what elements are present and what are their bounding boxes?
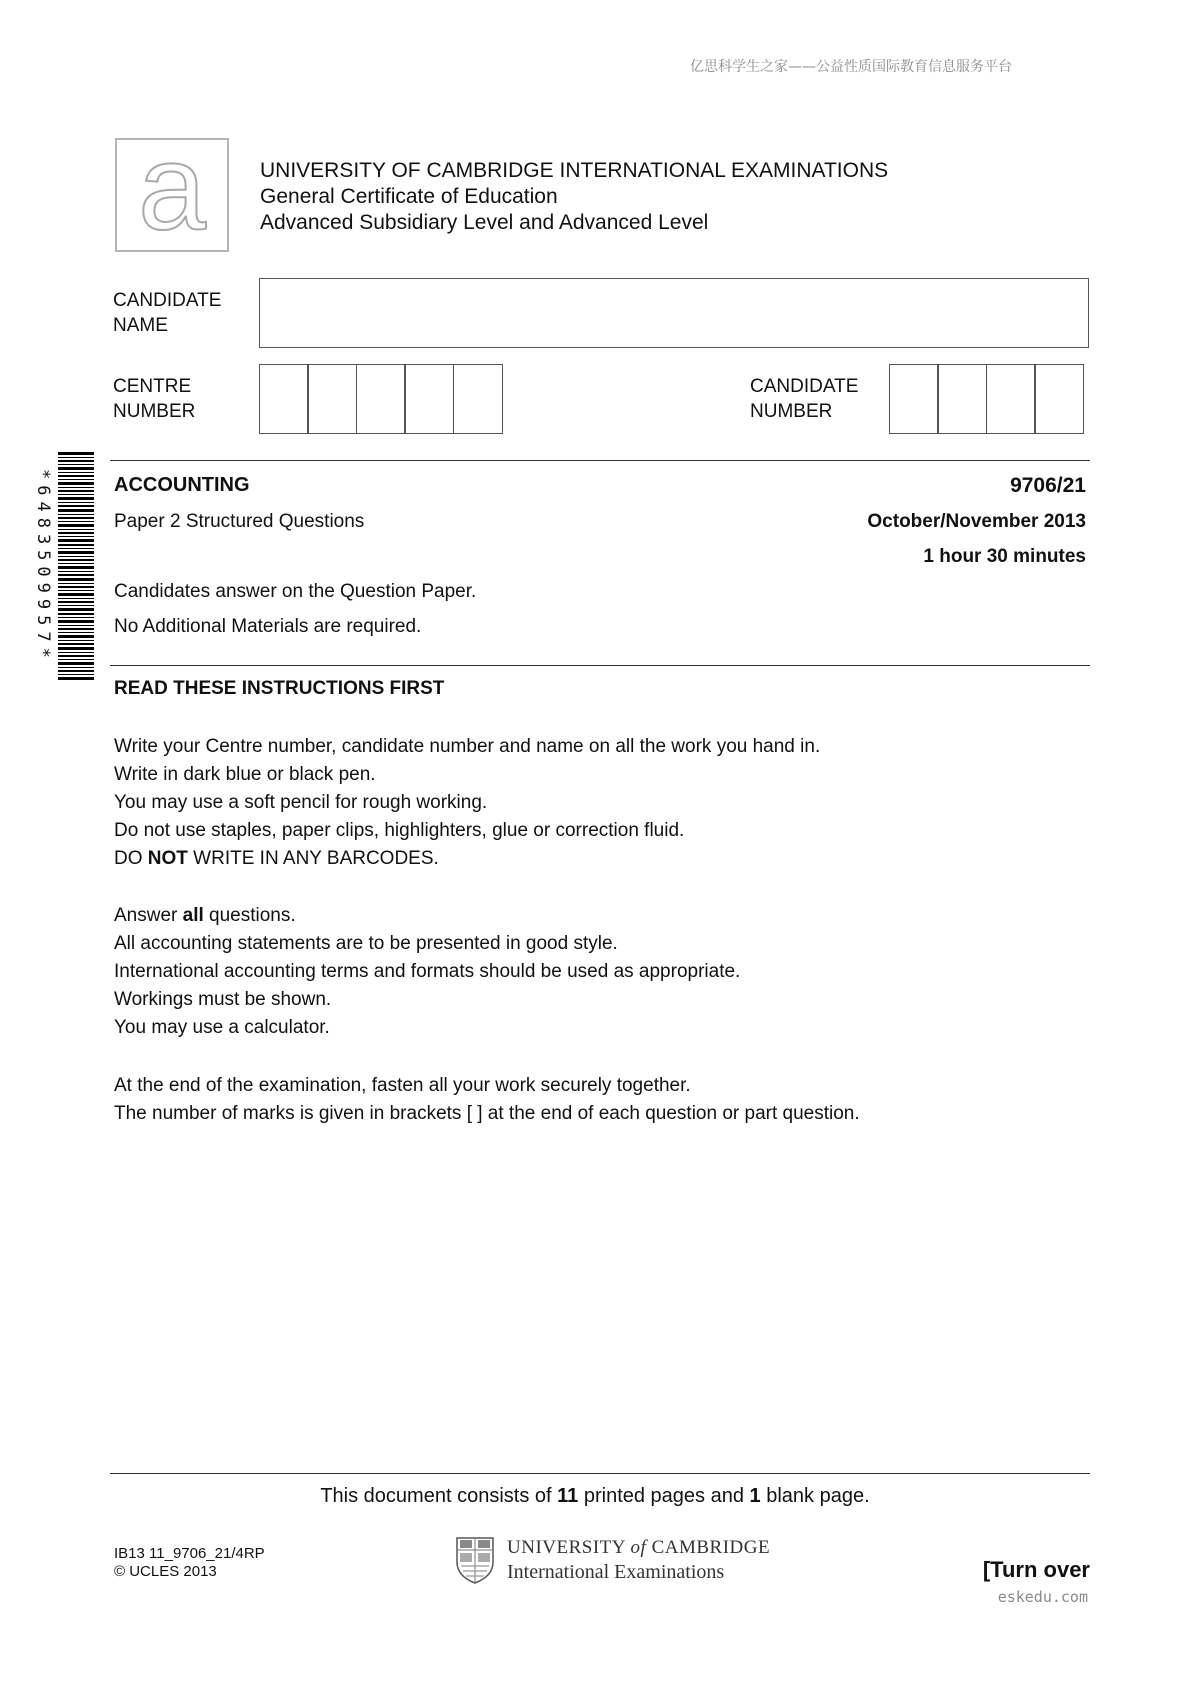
barcode-digits: *6483509957* — [33, 468, 53, 664]
header-line-1: UNIVERSITY OF CAMBRIDGE INTERNATIONAL EXAMINATIONS — [260, 159, 889, 182]
candidate-number-boxes[interactable] — [890, 364, 1084, 434]
document-reference — [114, 1545, 265, 1581]
label-line: NUMBER — [750, 401, 833, 422]
materials-note: No Additional Materials are required. — [114, 616, 422, 637]
centre-number-digit-box[interactable] — [356, 364, 406, 434]
instruction-line: At the end of the examination, fasten all your work securely together. — [114, 1075, 691, 1096]
label-line: CANDIDATE — [113, 290, 222, 311]
centre-number-digit-box[interactable] — [259, 364, 309, 434]
text-run: UNIVERSITY — [507, 1537, 626, 1558]
subject-title: ACCOUNTING — [114, 474, 250, 496]
candidate-name-label — [113, 288, 221, 338]
printed-pages-count: 11 — [557, 1485, 579, 1507]
instruction-line: Write your Centre number, candidate number and name on all the work you hand in. — [114, 736, 821, 757]
page-count-note — [0, 1485, 1190, 1508]
answer-on-note: Candidates answer on the Question Paper. — [114, 581, 477, 602]
logo-letter: a — [138, 119, 206, 255]
copyright-notice: © UCLES 2013 — [114, 1563, 217, 1580]
centre-number-digit-box[interactable] — [453, 364, 503, 434]
crest-icon — [455, 1536, 495, 1584]
label-line: CANDIDATE — [750, 376, 859, 397]
candidate-number-digit-box[interactable] — [986, 364, 1036, 434]
watermark-text: 亿思科学生之家——公益性质国际教育信息服务平台 — [690, 59, 1012, 75]
candidate-number-label — [750, 374, 858, 424]
emphasis-text: all — [182, 905, 204, 926]
wordmark-line-1 — [507, 1536, 770, 1560]
paper-code: 9706/21 — [1010, 474, 1086, 497]
barcode-icon — [58, 452, 94, 680]
reference-code: IB13 11_9706_21/4RP — [114, 1545, 265, 1562]
instruction-line: Do not use staples, paper clips, highlighters, glue or correction fluid. — [114, 820, 685, 841]
divider — [110, 460, 1090, 461]
label-line: NUMBER — [113, 401, 196, 422]
text-run: printed pages and — [578, 1485, 750, 1507]
instruction-line: You may use a calculator. — [114, 1017, 330, 1038]
exam-session: October/November 2013 — [867, 511, 1086, 532]
paper-title: Paper 2 Structured Questions — [114, 511, 365, 532]
header-line-3: Advanced Subsidiary Level and Advanced Level — [260, 211, 709, 234]
centre-number-boxes[interactable] — [260, 364, 503, 434]
wordmark-line-2: International Examinations — [507, 1561, 725, 1583]
instructions-block-3 — [114, 1072, 860, 1128]
instruction-line: You may use a soft pencil for rough working. — [114, 792, 488, 813]
label-line: NAME — [113, 315, 168, 336]
cambridge-wordmark — [507, 1536, 770, 1584]
cambridge-logo — [455, 1536, 770, 1584]
header-line-2: General Certificate of Education — [260, 185, 558, 208]
text-run: blank page. — [760, 1485, 870, 1507]
divider — [110, 665, 1090, 666]
blank-pages-count: 1 — [749, 1485, 761, 1507]
candidate-number-digit-box[interactable] — [889, 364, 939, 434]
centre-number-digit-box[interactable] — [404, 364, 454, 434]
instructions-block-1 — [114, 733, 820, 873]
text-run: Answer — [114, 905, 183, 926]
divider — [110, 1473, 1090, 1474]
text-run: questions. — [203, 905, 296, 926]
candidate-number-digit-box[interactable] — [937, 364, 987, 434]
exam-board-header — [260, 158, 888, 236]
cambridge-a-logo — [115, 119, 229, 255]
instruction-line: The number of marks is given in brackets [ ] at the end of each question or part question. — [114, 1103, 860, 1124]
instruction-line-barcodes — [114, 845, 820, 873]
candidate-name-field[interactable] — [259, 278, 1089, 348]
turn-over-label: [Turn over — [982, 1557, 1090, 1582]
instructions-heading: READ THESE INSTRUCTIONS FIRST — [114, 678, 445, 699]
site-watermark: eskedu.com — [997, 1588, 1088, 1606]
text-run: DO — [114, 848, 148, 869]
text-run: This document consists of — [320, 1485, 558, 1507]
label-line: CENTRE — [113, 376, 192, 397]
exam-duration: 1 hour 30 minutes — [923, 546, 1086, 567]
candidate-number-digit-box[interactable] — [1034, 364, 1084, 434]
text-run: WRITE IN ANY BARCODES. — [187, 848, 439, 869]
centre-number-label — [113, 374, 195, 424]
instruction-line: International accounting terms and formats should be used as appropriate. — [114, 961, 741, 982]
text-run: of — [630, 1537, 647, 1558]
instruction-line: Write in dark blue or black pen. — [114, 764, 376, 785]
text-run: CAMBRIDGE — [651, 1537, 771, 1558]
instruction-line: All accounting statements are to be presented in good style. — [114, 933, 618, 954]
instructions-block-2 — [114, 902, 740, 1042]
instruction-line: Workings must be shown. — [114, 989, 332, 1010]
centre-number-digit-box[interactable] — [307, 364, 357, 434]
instruction-line-answer-all — [114, 902, 740, 930]
emphasis-text: NOT — [147, 848, 188, 869]
